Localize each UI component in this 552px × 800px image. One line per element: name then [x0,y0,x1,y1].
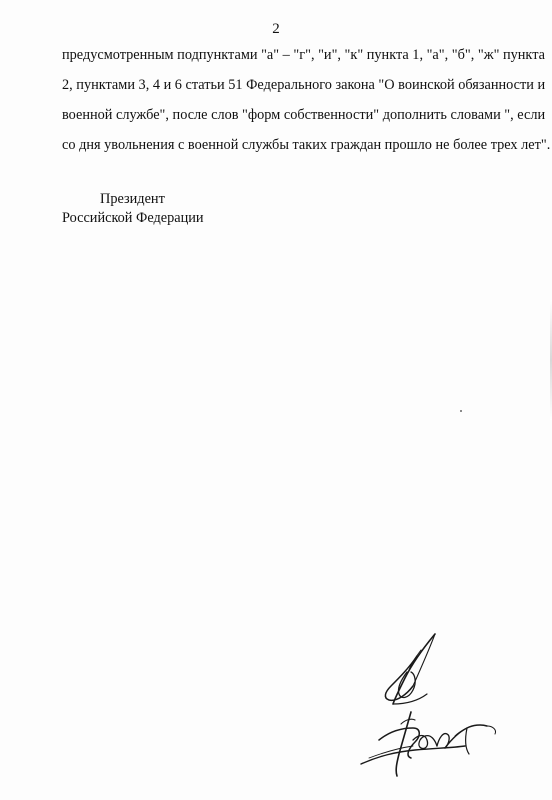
body-line: со дня увольнения с военной службы таких граждан прошло не более трех лет". [62,137,551,153]
body-line: предусмотренным подпунктами "а" – "г", "и", "к" пункта 1, "а", "б", "ж" пункта [62,47,545,63]
body-line: военной службе", после слов "форм собственности" дополнить словами ", если [62,107,546,123]
body-line: 2, пунктами 3, 4 и 6 статьи 51 Федерального закона "О воинской обязанности и [62,77,546,93]
signatory-title: Президент [100,191,165,207]
signatory-organization: Российской Федерации [62,210,204,226]
scan-speck [460,410,462,412]
handwritten-signature [355,628,505,788]
page-number: 2 [272,21,280,37]
body-paragraph [62,40,551,160]
